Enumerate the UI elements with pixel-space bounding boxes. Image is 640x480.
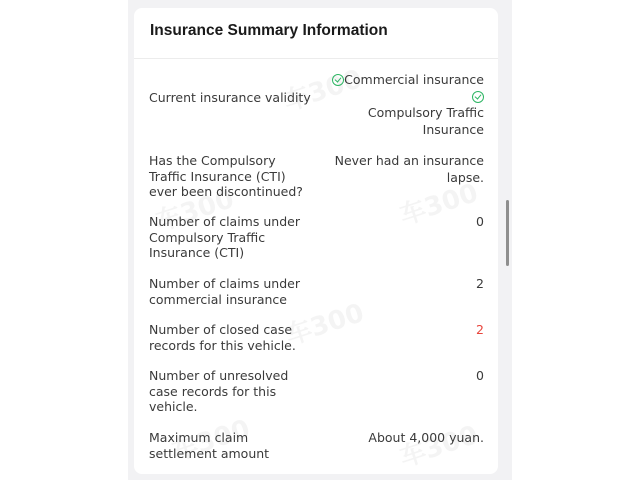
- label-unresolved-cases: Number of unresolved case records for this vehicle.: [149, 368, 289, 414]
- value-commercial-insurance: Commercial insurance: [344, 72, 484, 87]
- value-compulsory-traffic-insurance: Compulsory Traffic Insurance: [367, 105, 484, 137]
- label-commercial-claims: Number of claims under commercial insurance: [149, 276, 300, 307]
- title-divider: [134, 58, 498, 59]
- label-max-settlement: Maximum claim settlement amount: [149, 430, 270, 461]
- label-cti-discontinued: Has the Compulsory Traffic Insurance (CTI) ever been discontinued?: [149, 153, 303, 199]
- check-circle-icon: [332, 74, 344, 86]
- card-title: Insurance Summary Information: [150, 22, 388, 39]
- value-cti-discontinued: Never had an insurance lapse.: [334, 153, 484, 185]
- value-cti-claims: 0: [476, 214, 484, 229]
- label-insurance-validity: Current insurance validity: [149, 90, 311, 105]
- value-insurance-validity: [324, 72, 484, 138]
- scrollbar[interactable]: [506, 200, 509, 266]
- value-max-settlement: About 4,000 yuan.: [368, 430, 484, 445]
- check-circle-icon: [472, 91, 484, 103]
- value-commercial-claims: 2: [476, 276, 484, 291]
- value-unresolved-cases: 0: [476, 368, 484, 383]
- insurance-summary-card: [134, 8, 498, 474]
- label-closed-cases: Number of closed case records for this vehicle.: [149, 322, 296, 353]
- label-cti-claims: Number of claims under Compulsory Traffic Insurance (CTI): [149, 214, 300, 260]
- value-closed-cases: 2: [476, 322, 484, 337]
